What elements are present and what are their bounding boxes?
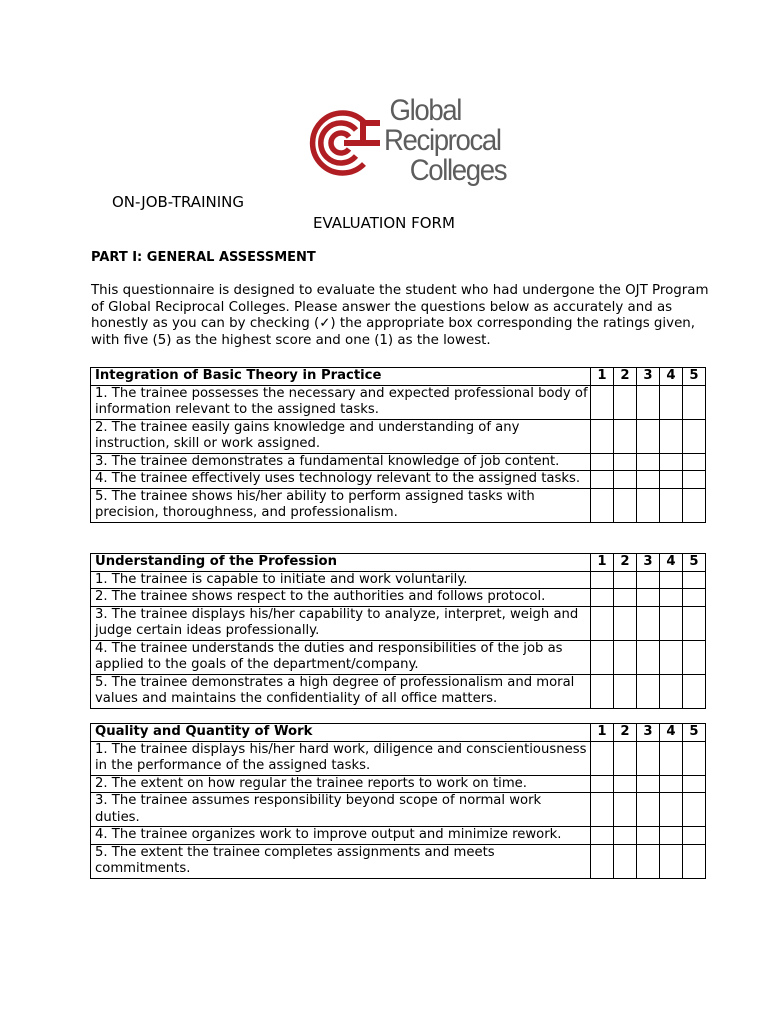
- rating-checkbox[interactable]: [660, 419, 683, 453]
- rating-checkbox[interactable]: [614, 827, 637, 845]
- table-row: [91, 589, 706, 607]
- rating-checkbox[interactable]: [591, 589, 614, 607]
- rating-checkbox[interactable]: [614, 606, 637, 640]
- table-row: [91, 844, 706, 878]
- table-row: [91, 453, 706, 471]
- rating-checkbox[interactable]: [614, 385, 637, 419]
- section-title: Quality and Quantity of Work: [91, 724, 591, 742]
- rating-checkbox[interactable]: [591, 385, 614, 419]
- rating-checkbox[interactable]: [683, 844, 706, 878]
- rating-checkbox[interactable]: [660, 488, 683, 522]
- form-title-line-1: ON-JOB-TRAINING: [112, 193, 244, 211]
- rating-checkbox[interactable]: [614, 775, 637, 793]
- rating-column-header: 1: [591, 724, 614, 742]
- table-row: [91, 793, 706, 827]
- rating-table: [90, 367, 706, 523]
- rating-column-header: 5: [683, 368, 706, 386]
- rating-column-header: 4: [660, 368, 683, 386]
- criterion-text: 2. The trainee shows respect to the authorities and follows protocol.: [91, 589, 591, 607]
- logo-line-2: Reciprocal: [384, 124, 501, 157]
- table-header-row: [91, 554, 706, 572]
- rating-column-header: 4: [660, 724, 683, 742]
- rating-table: [90, 723, 706, 879]
- rating-checkbox[interactable]: [637, 419, 660, 453]
- rating-checkbox[interactable]: [591, 674, 614, 708]
- rating-checkbox[interactable]: [614, 793, 637, 827]
- rating-checkbox[interactable]: [591, 640, 614, 674]
- criterion-text: 2. The trainee easily gains knowledge and understanding of any instruction, skill or work assigned.: [91, 419, 591, 453]
- table-header-row: [91, 368, 706, 386]
- rating-column-header: 2: [614, 554, 637, 572]
- rating-checkbox[interactable]: [591, 606, 614, 640]
- table-row: [91, 471, 706, 489]
- rating-checkbox[interactable]: [614, 471, 637, 489]
- rating-checkbox[interactable]: [683, 775, 706, 793]
- table-row: [91, 775, 706, 793]
- rating-checkbox[interactable]: [660, 471, 683, 489]
- rating-checkbox[interactable]: [637, 741, 660, 775]
- rating-checkbox[interactable]: [637, 571, 660, 589]
- table-row: [91, 606, 706, 640]
- rating-checkbox[interactable]: [660, 741, 683, 775]
- rating-column-header: 1: [591, 368, 614, 386]
- criterion-text: 4. The trainee effectively uses technology relevant to the assigned tasks.: [91, 471, 591, 489]
- criterion-text: 3. The trainee displays his/her capability to analyze, interpret, weigh and judge certain ideas professionally.: [91, 606, 591, 640]
- rating-checkbox[interactable]: [683, 589, 706, 607]
- rating-column-header: 2: [614, 724, 637, 742]
- criterion-text: 5. The trainee demonstrates a high degree of professionalism and moral values and maintains the confidentiality of all office matters.: [91, 674, 591, 708]
- rating-checkbox[interactable]: [660, 793, 683, 827]
- rating-checkbox[interactable]: [637, 775, 660, 793]
- rating-checkbox[interactable]: [660, 589, 683, 607]
- criterion-text: 3. The trainee demonstrates a fundamental knowledge of job content.: [91, 453, 591, 471]
- rating-checkbox[interactable]: [637, 640, 660, 674]
- rating-column-header: 5: [683, 554, 706, 572]
- rating-checkbox[interactable]: [660, 640, 683, 674]
- rating-checkbox[interactable]: [637, 385, 660, 419]
- table-row: [91, 571, 706, 589]
- rating-checkbox[interactable]: [660, 827, 683, 845]
- rating-table: [90, 553, 706, 709]
- rating-checkbox[interactable]: [591, 453, 614, 471]
- logo-line-3: Colleges: [409, 154, 507, 187]
- rating-checkbox[interactable]: [683, 793, 706, 827]
- rating-checkbox[interactable]: [591, 775, 614, 793]
- section-title: Integration of Basic Theory in Practice: [91, 368, 591, 386]
- logo-line-1: Global: [389, 94, 462, 127]
- rating-checkbox[interactable]: [637, 674, 660, 708]
- rating-checkbox[interactable]: [660, 775, 683, 793]
- table-row: [91, 827, 706, 845]
- table-row: [91, 385, 706, 419]
- table-row: [91, 674, 706, 708]
- rating-checkbox[interactable]: [683, 827, 706, 845]
- rating-checkbox[interactable]: [660, 453, 683, 471]
- rating-checkbox[interactable]: [614, 453, 637, 471]
- criterion-text: 2. The extent on how regular the trainee reports to work on time.: [91, 775, 591, 793]
- rating-checkbox[interactable]: [637, 606, 660, 640]
- rating-checkbox[interactable]: [660, 674, 683, 708]
- rating-checkbox[interactable]: [660, 844, 683, 878]
- rating-checkbox[interactable]: [614, 640, 637, 674]
- rating-checkbox[interactable]: [591, 471, 614, 489]
- rating-checkbox[interactable]: [683, 640, 706, 674]
- table-row: [91, 488, 706, 522]
- criterion-text: 5. The trainee shows his/her ability to perform assigned tasks with precision, thoroughness, and professionalism.: [91, 488, 591, 522]
- rating-checkbox[interactable]: [591, 419, 614, 453]
- rating-checkbox[interactable]: [591, 844, 614, 878]
- part-heading: PART I: GENERAL ASSESSMENT: [91, 250, 316, 265]
- criterion-text: 4. The trainee understands the duties and responsibilities of the job as applied to the goals of the department/company.: [91, 640, 591, 674]
- rating-checkbox[interactable]: [660, 571, 683, 589]
- rating-checkbox[interactable]: [637, 844, 660, 878]
- rating-checkbox[interactable]: [637, 793, 660, 827]
- rating-checkbox[interactable]: [614, 589, 637, 607]
- criterion-text: 3. The trainee assumes responsibility beyond scope of normal work duties.: [91, 793, 591, 827]
- rating-checkbox[interactable]: [614, 674, 637, 708]
- rating-checkbox[interactable]: [591, 571, 614, 589]
- criterion-text: 1. The trainee displays his/her hard work, diligence and conscientiousness in the performance of the assigned tasks.: [91, 741, 591, 775]
- rating-checkbox[interactable]: [683, 571, 706, 589]
- criterion-text: 1. The trainee is capable to initiate and work voluntarily.: [91, 571, 591, 589]
- table-row: [91, 419, 706, 453]
- rating-checkbox[interactable]: [683, 606, 706, 640]
- rating-checkbox[interactable]: [660, 606, 683, 640]
- rating-checkbox[interactable]: [591, 741, 614, 775]
- rating-checkbox[interactable]: [614, 741, 637, 775]
- rating-checkbox[interactable]: [614, 419, 637, 453]
- rating-checkbox[interactable]: [591, 488, 614, 522]
- grc-emblem-icon: [300, 106, 382, 180]
- rating-checkbox[interactable]: [591, 793, 614, 827]
- rating-checkbox[interactable]: [683, 385, 706, 419]
- rating-column-header: 2: [614, 368, 637, 386]
- rating-checkbox[interactable]: [614, 844, 637, 878]
- instructions-paragraph: This questionnaire is designed to evaluate the student who had undergone the OJT Program of Global Reciprocal Colleges. Please answer the questions below as accurately and as honestly as you can by checking (✓) the appropriate box corresponding the ratings given, with five (5) as the highest score and one (1) as the lowest.: [91, 283, 709, 348]
- rating-column-header: 4: [660, 554, 683, 572]
- rating-checkbox[interactable]: [683, 741, 706, 775]
- college-logo: [300, 96, 530, 194]
- table-header-row: [91, 724, 706, 742]
- rating-column-header: 1: [591, 554, 614, 572]
- rating-column-header: 3: [637, 724, 660, 742]
- rating-column-header: 3: [637, 554, 660, 572]
- rating-column-header: 3: [637, 368, 660, 386]
- rating-checkbox[interactable]: [683, 453, 706, 471]
- rating-checkbox[interactable]: [614, 571, 637, 589]
- table-row: [91, 741, 706, 775]
- criterion-text: 5. The extent the trainee completes assignments and meets commitments.: [91, 844, 591, 878]
- form-title-line-2: EVALUATION FORM: [313, 214, 455, 232]
- rating-checkbox[interactable]: [637, 488, 660, 522]
- criterion-text: 4. The trainee organizes work to improve output and minimize rework.: [91, 827, 591, 845]
- criterion-text: 1. The trainee possesses the necessary and expected professional body of information relevant to the assigned tasks.: [91, 385, 591, 419]
- rating-checkbox[interactable]: [637, 827, 660, 845]
- rating-checkbox[interactable]: [683, 674, 706, 708]
- rating-checkbox[interactable]: [660, 385, 683, 419]
- college-wordmark: [384, 96, 506, 186]
- rating-checkbox[interactable]: [614, 488, 637, 522]
- rating-checkbox[interactable]: [683, 471, 706, 489]
- rating-checkbox[interactable]: [683, 488, 706, 522]
- rating-checkbox[interactable]: [637, 471, 660, 489]
- table-row: [91, 640, 706, 674]
- section-title: Understanding of the Profession: [91, 554, 591, 572]
- rating-column-header: 5: [683, 724, 706, 742]
- rating-checkbox[interactable]: [591, 827, 614, 845]
- rating-checkbox[interactable]: [637, 589, 660, 607]
- rating-checkbox[interactable]: [637, 453, 660, 471]
- rating-checkbox[interactable]: [683, 419, 706, 453]
